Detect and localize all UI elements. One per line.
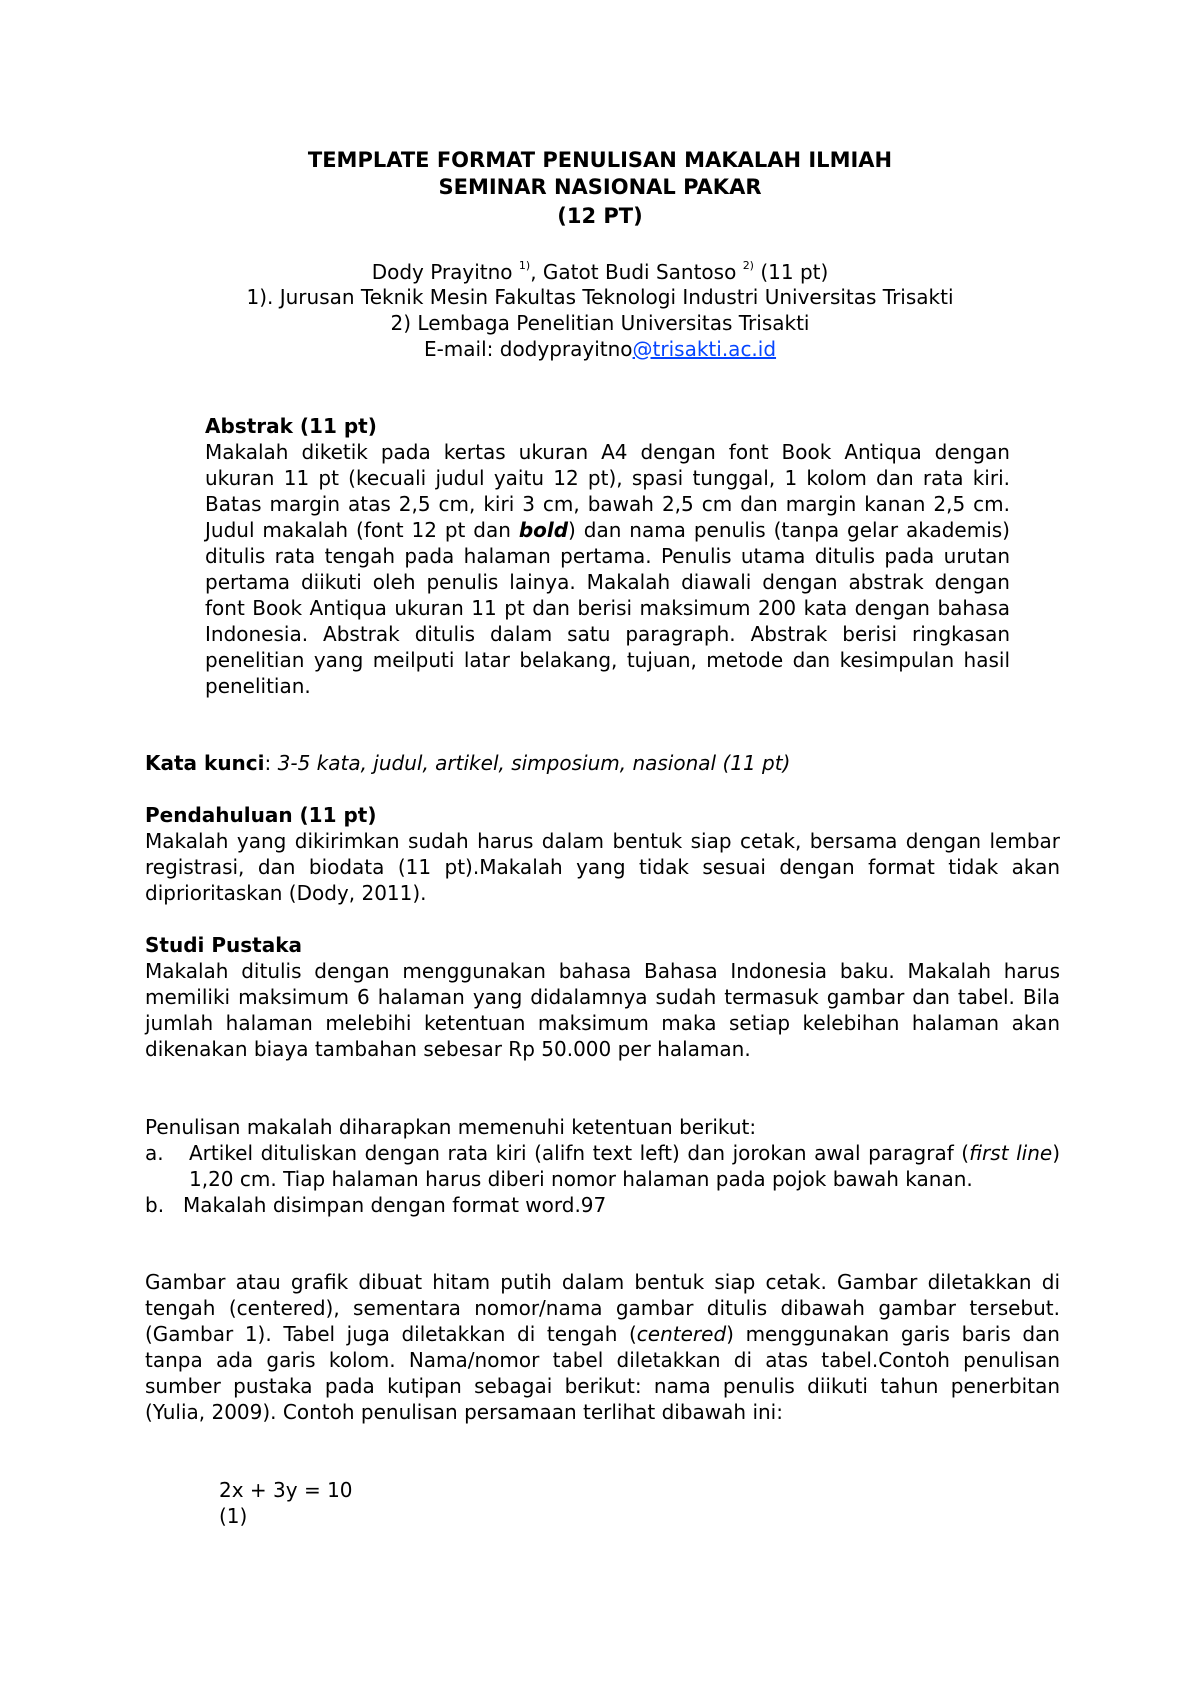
email-line [0,336,1200,362]
requirements-section [145,1114,1060,1218]
author-size-note: (11 pt) [753,260,829,284]
abstract-text-part-2: ) dan nama penulis (tanpa gelar akademis) ditulis rata tengah pada halaman pertama. Penulis utama ditulis pada urutan pertama diikuti oleh penulis lainya. Makalah diawali dengan abstrak dengan font Book Antiqua ukuran 11 pt dan berisi maksimum 200 kata dengan bahasa Indonesia. Abstrak ditulis dalam satu paragraph. Abstrak berisi ringkasan penelitian yang meilputi latar belakang, tujuan, metode dan kesimpulan hasil penelitian. [205,518,1010,698]
affiliation-2: 2) Lembaga Penelitian Universitas Trisakti [390,311,810,335]
keywords-label: Kata kunci [145,751,265,775]
list-item [145,1192,1060,1218]
abstract-heading: Abstrak (11 pt) [205,414,377,438]
affiliation-1: 1). Jurusan Teknik Mesin Fakultas Teknologi Industri Universitas Trisakti [246,285,954,309]
abstract-section [205,413,1010,699]
keywords-line [145,750,1060,776]
author-2-affil: 2) [742,259,754,273]
intro-text: Makalah yang dikirimkan sudah harus dalam bentuk siap cetak, bersama dengan lembar registrasi, dan biodata (11 pt).Makalah yang tidak sesuai dengan format tidak akan diprioritaskan (Dody, 2011). [145,829,1060,905]
item-b-text: Makalah disimpan dengan format word.97 [183,1193,607,1217]
equation-number: (1) [219,1504,248,1528]
author-1-affil: 1) [518,259,531,273]
keywords-colon: : [264,751,278,775]
list-marker-b: b. [145,1193,165,1217]
review-text: Makalah ditulis dengan menggunakan bahasa Bahasa Indonesia baku. Makalah harus memiliki maksimum 6 halaman yang didalamnya sudah termasuk gambar dan tabel. Bila jumlah halaman melebihi ketentuan maksimum maka setiap kelebihan halaman akan dikenakan biaya tambahan sebesar Rp 50.000 per halaman. [145,959,1060,1061]
item-a-part-1: Artikel dituliskan dengan rata kiri (alifn text left) dan jorokan awal paragraf ( [189,1141,970,1165]
bold-word: bold [518,518,569,542]
figures-paragraph [145,1269,1060,1425]
abstract-text [205,439,1010,699]
figures-part-1: Gambar atau grafik dibuat hitam putih dalam bentuk siap cetak. Gambar diletakkan di tengah (centered), sementara nomor/nama gambar ditulis dibawah gambar tersebut. (Gambar 1). Tabel juga diletakkan di tengah ( [145,1270,1060,1346]
figures-part-2: ) menggunakan garis baris dan tanpa ada garis kolom. Nama/nomor tabel diletakkan di atas tabel.Contoh penulisan sumber pustaka pada kutipan sebagai berikut: nama penulis diikuti tahun penerbitan (Yulia, 2009). Contoh penulisan persamaan terlihat dibawah ini: [145,1322,1060,1424]
author-separator: , Gatot Budi Santoso [530,260,743,284]
author-line [0,259,1200,285]
item-a-italic: first line [969,1141,1053,1165]
email-link[interactable]: @trisakti.ac.id [632,337,777,361]
item-a-part-2: ) 1,20 cm. Tiap halaman harus diberi nomor halaman pada pojok bawah kanan. [189,1141,1061,1191]
review-section [145,932,1060,1062]
figures-italic: centered [636,1322,727,1346]
abstract-text-part-1: Makalah diketik pada kertas ukuran A4 dengan font Book Antiqua dengan ukuran 11 pt (kecuali judul yaitu 12 pt), spasi tunggal, 1 kolom dan rata kiri. Batas margin atas 2,5 cm, kiri 3 cm, bawah 2,5 cm dan margin kanan 2,5 cm. Judul makalah (font 12 pt dan [205,440,1010,542]
keywords-text: 3-5 kata, judul, artikel, simposium, nasional (11 pt) [277,751,791,775]
title-line-2: SEMINAR NASIONAL PAKAR [438,175,762,199]
equation-expression: 2x + 3y = 10 [219,1478,353,1502]
intro-heading: Pendahuluan (11 pt) [145,803,377,827]
author-1: Dody Prayitno [371,260,519,284]
title-line-3: (12 PT) [557,204,643,228]
intro-section [145,802,1060,906]
list-item [145,1140,1060,1192]
list-marker-a: a. [145,1141,164,1165]
requirements-intro: Penulisan makalah diharapkan memenuhi ketentuan berikut: [145,1115,757,1139]
title-line-1: TEMPLATE FORMAT PENULISAN MAKALAH ILMIAH [307,148,893,172]
review-heading: Studi Pustaka [145,933,302,957]
email-prefix: E-mail: dodyprayitno [423,337,633,361]
